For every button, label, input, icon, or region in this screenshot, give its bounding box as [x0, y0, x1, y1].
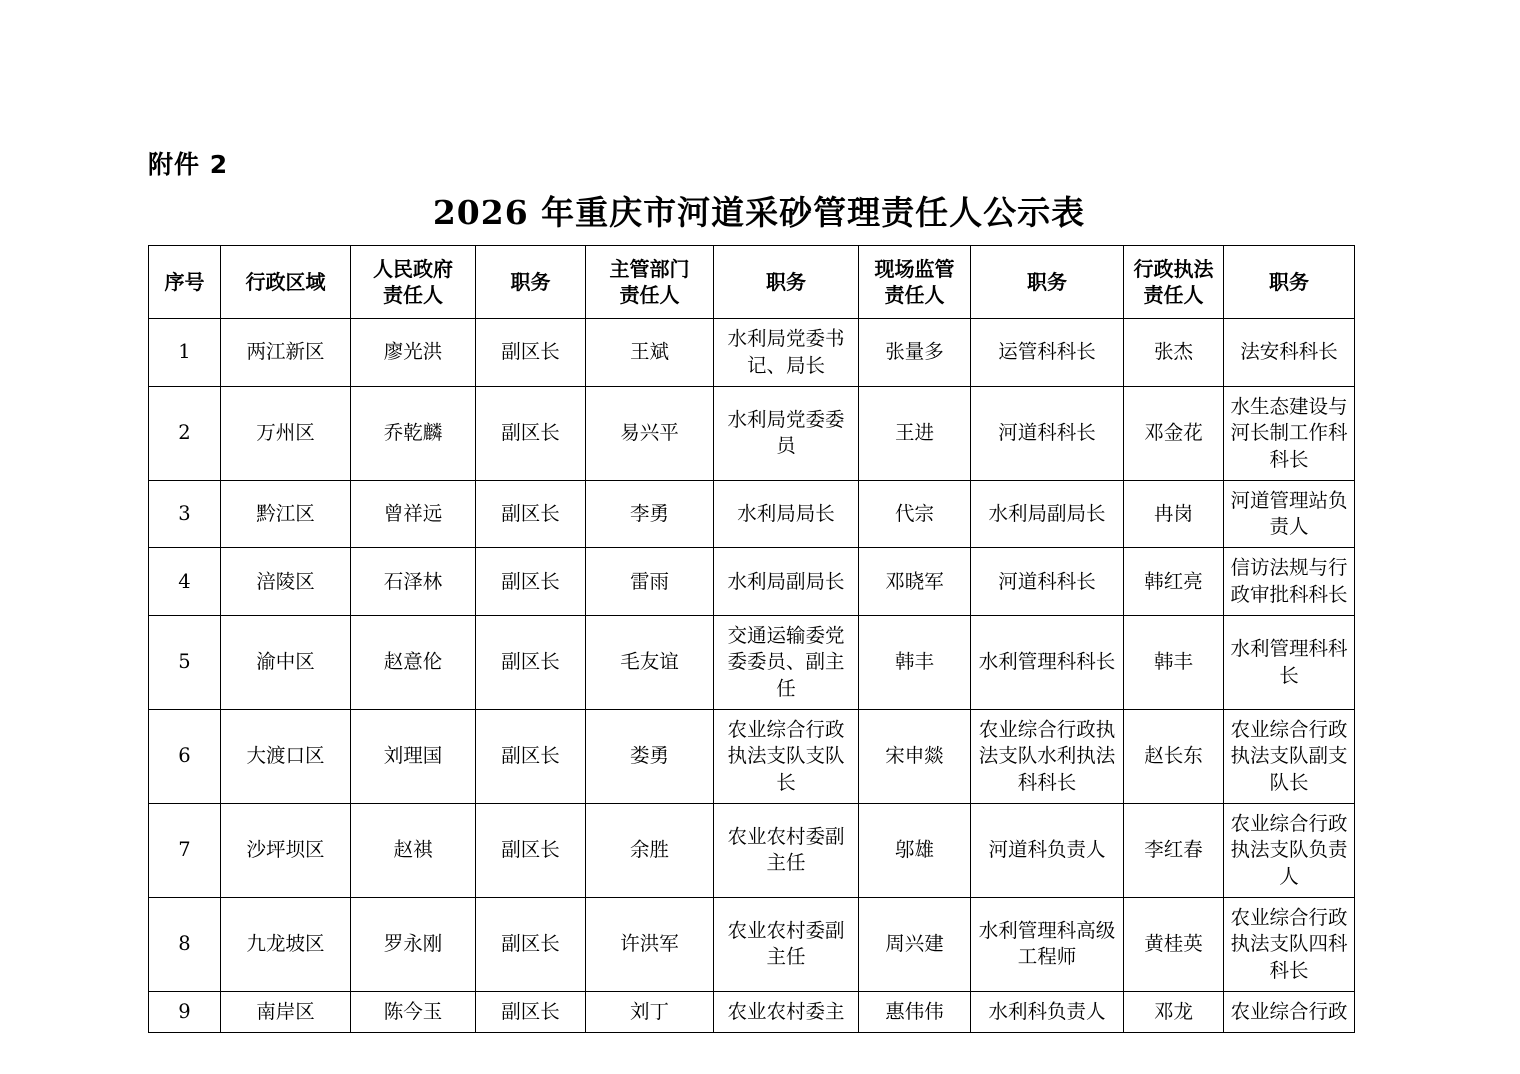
cell-site-person: 王进 — [859, 386, 971, 480]
cell-gov-title: 副区长 — [476, 897, 586, 991]
cell-law-title: 法安科科长 — [1224, 319, 1355, 387]
cell-region: 涪陵区 — [221, 548, 351, 616]
cell-law-title: 农业综合行政执法支队负责人 — [1224, 803, 1355, 897]
cell-law-title: 农业综合行政执法支队副支队长 — [1224, 710, 1355, 804]
table-row — [149, 616, 1355, 710]
table-row — [149, 386, 1355, 480]
cell-dept-title: 农业农村委主 — [714, 991, 859, 1032]
column-header-dept-title — [714, 246, 859, 319]
cell-law-person: 韩丰 — [1124, 616, 1224, 710]
cell-region: 南岸区 — [221, 991, 351, 1032]
cell-law-title: 农业综合行政执法支队四科科长 — [1224, 897, 1355, 991]
header-line-2: 责任人 — [884, 283, 945, 308]
cell-region: 九龙坡区 — [221, 897, 351, 991]
cell-region: 万州区 — [221, 386, 351, 480]
cell-gov-person: 石泽林 — [351, 548, 476, 616]
cell-law-title: 河道管理站负责人 — [1224, 480, 1355, 548]
cell-dept-title: 水利局党委委员 — [714, 386, 859, 480]
cell-gov-person: 罗永刚 — [351, 897, 476, 991]
cell-gov-person: 刘理国 — [351, 710, 476, 804]
header-line-1: 职务 — [1027, 270, 1067, 295]
table-row — [149, 803, 1355, 897]
cell-region: 沙坪坝区 — [221, 803, 351, 897]
column-header-gov-person — [351, 246, 476, 319]
header-line-1: 现场监管 — [874, 257, 955, 282]
cell-dept-title: 水利局党委书记、局长 — [714, 319, 859, 387]
header-line-2: 责任人 — [619, 283, 680, 308]
cell-no: 8 — [149, 897, 221, 991]
column-header-site-title — [971, 246, 1124, 319]
table-row — [149, 480, 1355, 548]
cell-site-person: 代宗 — [859, 480, 971, 548]
cell-law-title: 信访法规与行政审批科科长 — [1224, 548, 1355, 616]
header-line-1: 行政执法 — [1133, 257, 1214, 282]
table-row — [149, 548, 1355, 616]
cell-dept-person: 刘丁 — [586, 991, 714, 1032]
column-header-region — [221, 246, 351, 319]
cell-no: 1 — [149, 319, 221, 387]
cell-region: 两江新区 — [221, 319, 351, 387]
cell-law-person: 冉岗 — [1124, 480, 1224, 548]
header-line-1: 行政区域 — [245, 270, 326, 295]
page-title: 2026 年重庆市河道采砂管理责任人公示表 — [432, 193, 1086, 232]
cell-gov-title: 副区长 — [476, 319, 586, 387]
cell-region: 大渡口区 — [221, 710, 351, 804]
cell-law-person: 黄桂英 — [1124, 897, 1224, 991]
cell-no: 9 — [149, 991, 221, 1032]
cell-dept-title: 水利局副局长 — [714, 548, 859, 616]
cell-gov-person: 赵祺 — [351, 803, 476, 897]
cell-law-title: 农业综合行政 — [1224, 991, 1355, 1032]
cell-site-title: 水利局副局长 — [971, 480, 1124, 548]
header-line-1: 主管部门 — [609, 257, 690, 282]
cell-dept-person: 毛友谊 — [586, 616, 714, 710]
cell-dept-person: 王斌 — [586, 319, 714, 387]
cell-site-person: 邓晓军 — [859, 548, 971, 616]
cell-site-title: 水利科负责人 — [971, 991, 1124, 1032]
cell-dept-title: 交通运输委党委委员、副主任 — [714, 616, 859, 710]
cell-law-title: 水利管理科科长 — [1224, 616, 1355, 710]
cell-site-title: 运管科科长 — [971, 319, 1124, 387]
cell-site-person: 周兴建 — [859, 897, 971, 991]
table-row — [149, 319, 1355, 387]
cell-gov-title: 副区长 — [476, 548, 586, 616]
cell-law-person: 赵长东 — [1124, 710, 1224, 804]
cell-site-title: 河道科负责人 — [971, 803, 1124, 897]
cell-site-title: 水利管理科科长 — [971, 616, 1124, 710]
cell-site-person: 惠伟伟 — [859, 991, 971, 1032]
header-line-1: 职务 — [766, 270, 806, 295]
attachment-label: 附件 2 — [148, 150, 229, 179]
cell-law-person: 李红春 — [1124, 803, 1224, 897]
column-header-dept-person — [586, 246, 714, 319]
cell-gov-person: 乔乾麟 — [351, 386, 476, 480]
cell-region: 渝中区 — [221, 616, 351, 710]
column-header-no — [149, 246, 221, 319]
cell-law-person: 邓金花 — [1124, 386, 1224, 480]
cell-dept-title: 农业综合行政执法支队支队长 — [714, 710, 859, 804]
table-row — [149, 710, 1355, 804]
cell-dept-person: 余胜 — [586, 803, 714, 897]
cell-dept-title: 农业农村委副主任 — [714, 897, 859, 991]
cell-gov-title: 副区长 — [476, 386, 586, 480]
responsible-persons-table — [148, 245, 1355, 1033]
table-header-row — [149, 246, 1355, 319]
table-row — [149, 991, 1355, 1032]
header-line-1: 人民政府 — [373, 257, 453, 282]
cell-dept-person: 娄勇 — [586, 710, 714, 804]
header-line-2: 责任人 — [383, 283, 443, 308]
cell-law-title: 水生态建设与河长制工作科科长 — [1224, 386, 1355, 480]
cell-site-title: 水利管理科高级工程师 — [971, 897, 1124, 991]
cell-gov-title: 副区长 — [476, 480, 586, 548]
cell-dept-person: 雷雨 — [586, 548, 714, 616]
cell-dept-person: 易兴平 — [586, 386, 714, 480]
cell-no: 5 — [149, 616, 221, 710]
cell-gov-person: 曾祥远 — [351, 480, 476, 548]
header-line-1: 职务 — [1269, 270, 1309, 295]
cell-law-person: 张杰 — [1124, 319, 1224, 387]
cell-law-person: 邓龙 — [1124, 991, 1224, 1032]
cell-site-title: 河道科科长 — [971, 548, 1124, 616]
cell-site-person: 邬雄 — [859, 803, 971, 897]
cell-site-person: 韩丰 — [859, 616, 971, 710]
column-header-law-title — [1224, 246, 1355, 319]
cell-site-person: 张量多 — [859, 319, 971, 387]
cell-no: 4 — [149, 548, 221, 616]
cell-law-person: 韩红亮 — [1124, 548, 1224, 616]
cell-gov-person: 廖光洪 — [351, 319, 476, 387]
column-header-gov-title — [476, 246, 586, 319]
cell-site-person: 宋申燚 — [859, 710, 971, 804]
cell-site-title: 农业综合行政执法支队水利执法科科长 — [971, 710, 1124, 804]
cell-no: 7 — [149, 803, 221, 897]
column-header-law-person — [1124, 246, 1224, 319]
cell-region: 黔江区 — [221, 480, 351, 548]
cell-gov-title: 副区长 — [476, 991, 586, 1032]
cell-no: 6 — [149, 710, 221, 804]
cell-gov-title: 副区长 — [476, 803, 586, 897]
cell-gov-title: 副区长 — [476, 710, 586, 804]
cell-gov-title: 副区长 — [476, 616, 586, 710]
cell-dept-person: 李勇 — [586, 480, 714, 548]
cell-no: 3 — [149, 480, 221, 548]
header-line-1: 序号 — [164, 270, 205, 295]
cell-no: 2 — [149, 386, 221, 480]
table-row — [149, 897, 1355, 991]
cell-site-title: 河道科科长 — [971, 386, 1124, 480]
header-line-1: 职务 — [510, 270, 551, 295]
cell-dept-person: 许洪军 — [586, 897, 714, 991]
cell-dept-title: 农业农村委副主任 — [714, 803, 859, 897]
header-line-2: 责任人 — [1143, 283, 1204, 308]
cell-gov-person: 陈今玉 — [351, 991, 476, 1032]
cell-gov-person: 赵意伦 — [351, 616, 476, 710]
column-header-site-person — [859, 246, 971, 319]
cell-dept-title: 水利局局长 — [714, 480, 859, 548]
